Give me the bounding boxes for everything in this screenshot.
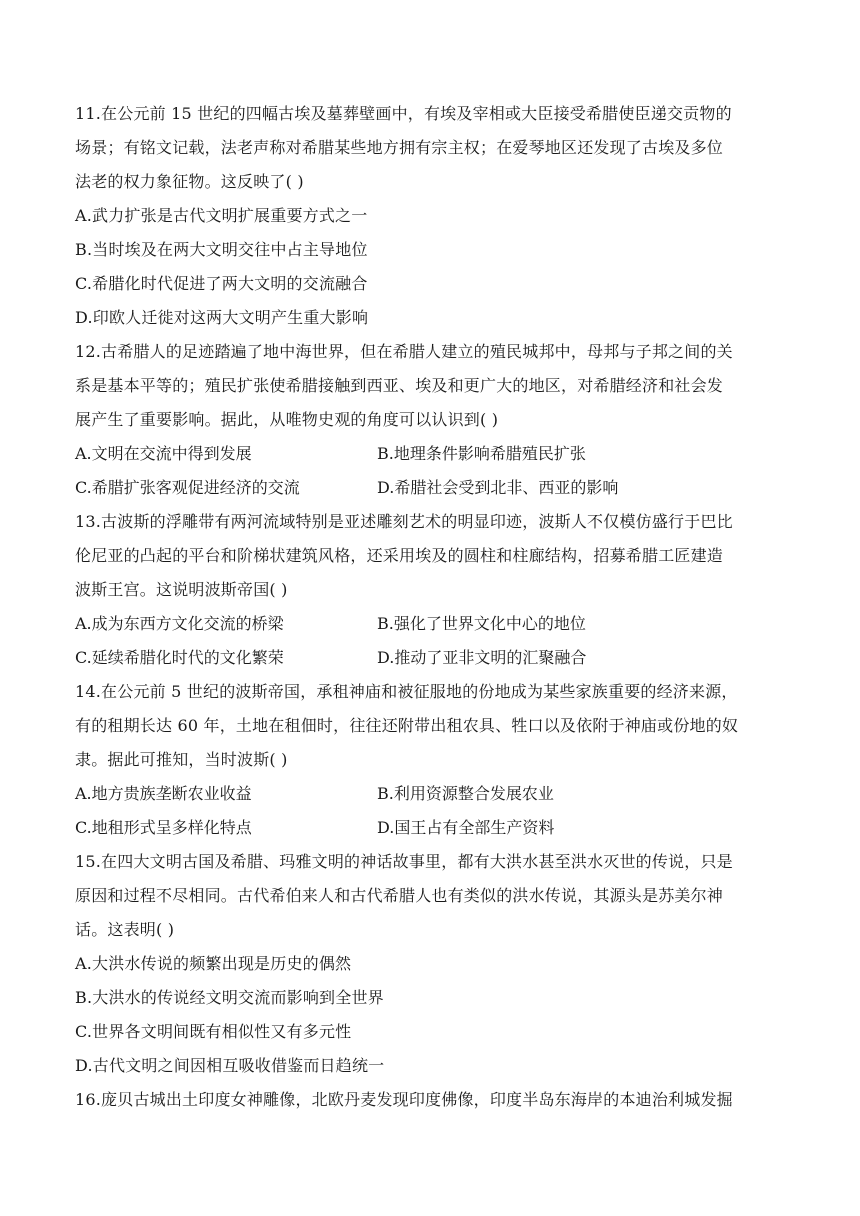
option-row [75, 641, 795, 675]
question-14 [75, 675, 795, 845]
option-row [75, 777, 795, 811]
question-11 [75, 97, 795, 335]
option-b: B.当时埃及在两大文明交往中占主导地位 [75, 240, 368, 259]
question-16 [75, 1083, 795, 1117]
option-b: B.大洪水的传说经文明交流而影响到全世界 [75, 988, 384, 1007]
option-c: C.世界各文明间既有相似性又有多元性 [75, 1022, 352, 1041]
question-stem-line: 伦尼亚的凸起的平台和阶梯状建筑风格，还采用埃及的圆柱和柱廊结构，招募希腊工匠建造 [75, 546, 724, 565]
question-stem-line: 波斯王宫。这说明波斯帝国( ) [75, 580, 288, 599]
question-stem-line: 11.在公元前 15 世纪的四幅古埃及墓葬壁画中，有埃及宰相或大臣接受希腊使臣递交贡物的 [75, 104, 732, 123]
question-stem-line: 法老的权力象征物。这反映了( ) [75, 172, 304, 191]
option-a: A.大洪水传说的频繁出现是历史的偶然 [75, 954, 352, 973]
option-row [75, 607, 795, 641]
question-15 [75, 845, 795, 1083]
question-stem-line: 13.古波斯的浮雕带有两河流域特别是亚述雕刻艺术的明显印迹，波斯人不仅模仿盛行于巴比 [75, 512, 733, 531]
option-a: A.武力扩张是古代文明扩展重要方式之一 [75, 206, 368, 225]
question-stem-line: 原因和过程不尽相同。古代希伯来人和古代希腊人也有类似的洪水传说，其源头是苏美尔神 [75, 886, 724, 905]
question-stem-line: 有的租期长达 60 年，土地在租佃时，往往还附带出租农具、牲口以及依附于神庙或份地的奴 [75, 716, 739, 735]
question-stem-line: 场景；有铭文记载，法老声称对希腊某些地方拥有宗主权；在爱琴地区还发现了古埃及多位 [75, 138, 724, 157]
question-stem-line: 12.古希腊人的足迹踏遍了地中海世界，但在希腊人建立的殖民城邦中，母邦与子邦之间的关 [75, 342, 733, 361]
option-b: B.强化了世界文化中心的地位 [377, 614, 586, 633]
option-c: C.延续希腊化时代的文化繁荣 [75, 648, 284, 667]
option-row [75, 811, 795, 845]
question-stem-line: 隶。据此可推知，当时波斯( ) [75, 750, 288, 769]
option-d: D.希腊社会受到北非、西亚的影响 [377, 478, 619, 497]
question-stem-line: 15.在四大文明古国及希腊、玛雅文明的神话故事里，都有大洪水甚至洪水灭世的传说，只是 [75, 852, 733, 871]
option-b: B.利用资源整合发展农业 [377, 784, 554, 803]
option-c: C.地租形式呈多样化特点 [75, 818, 252, 837]
question-stem-line: 展产生了重要影响。据此，从唯物史观的角度可以认识到( ) [75, 410, 499, 429]
document-page [75, 97, 795, 1117]
question-13 [75, 505, 795, 675]
option-d: D.国王占有全部生产资料 [377, 818, 555, 837]
option-d: D.印欧人迁徙对这两大文明产生重大影响 [75, 308, 369, 327]
option-a: A.地方贵族垄断农业收益 [75, 784, 252, 803]
option-b: B.地理条件影响希腊殖民扩张 [377, 444, 586, 463]
option-d: D.推动了亚非文明的汇聚融合 [377, 648, 587, 667]
option-a: A.成为东西方文化交流的桥梁 [75, 614, 284, 633]
question-stem-line: 系是基本平等的；殖民扩张使希腊接触到西亚、埃及和更广大的地区，对希腊经济和社会发 [75, 376, 724, 395]
option-row [75, 471, 795, 505]
option-c: C.希腊化时代促进了两大文明的交流融合 [75, 274, 368, 293]
question-stem-line: 话。这表明( ) [75, 920, 175, 939]
question-stem-line: 14.在公元前 5 世纪的波斯帝国，承租神庙和被征服地的份地成为某些家族重要的经济来源， [75, 682, 738, 701]
option-d: D.古代文明之间因相互吸收借鉴而日趋统一 [75, 1056, 385, 1075]
option-row [75, 437, 795, 471]
option-c: C.希腊扩张客观促进经济的交流 [75, 478, 300, 497]
question-12 [75, 335, 795, 505]
question-stem-line: 16.庞贝古城出土印度女神雕像，北欧丹麦发现印度佛像，印度半岛东海岸的本迪治利城发掘 [75, 1090, 733, 1109]
option-a: A.文明在交流中得到发展 [75, 444, 252, 463]
